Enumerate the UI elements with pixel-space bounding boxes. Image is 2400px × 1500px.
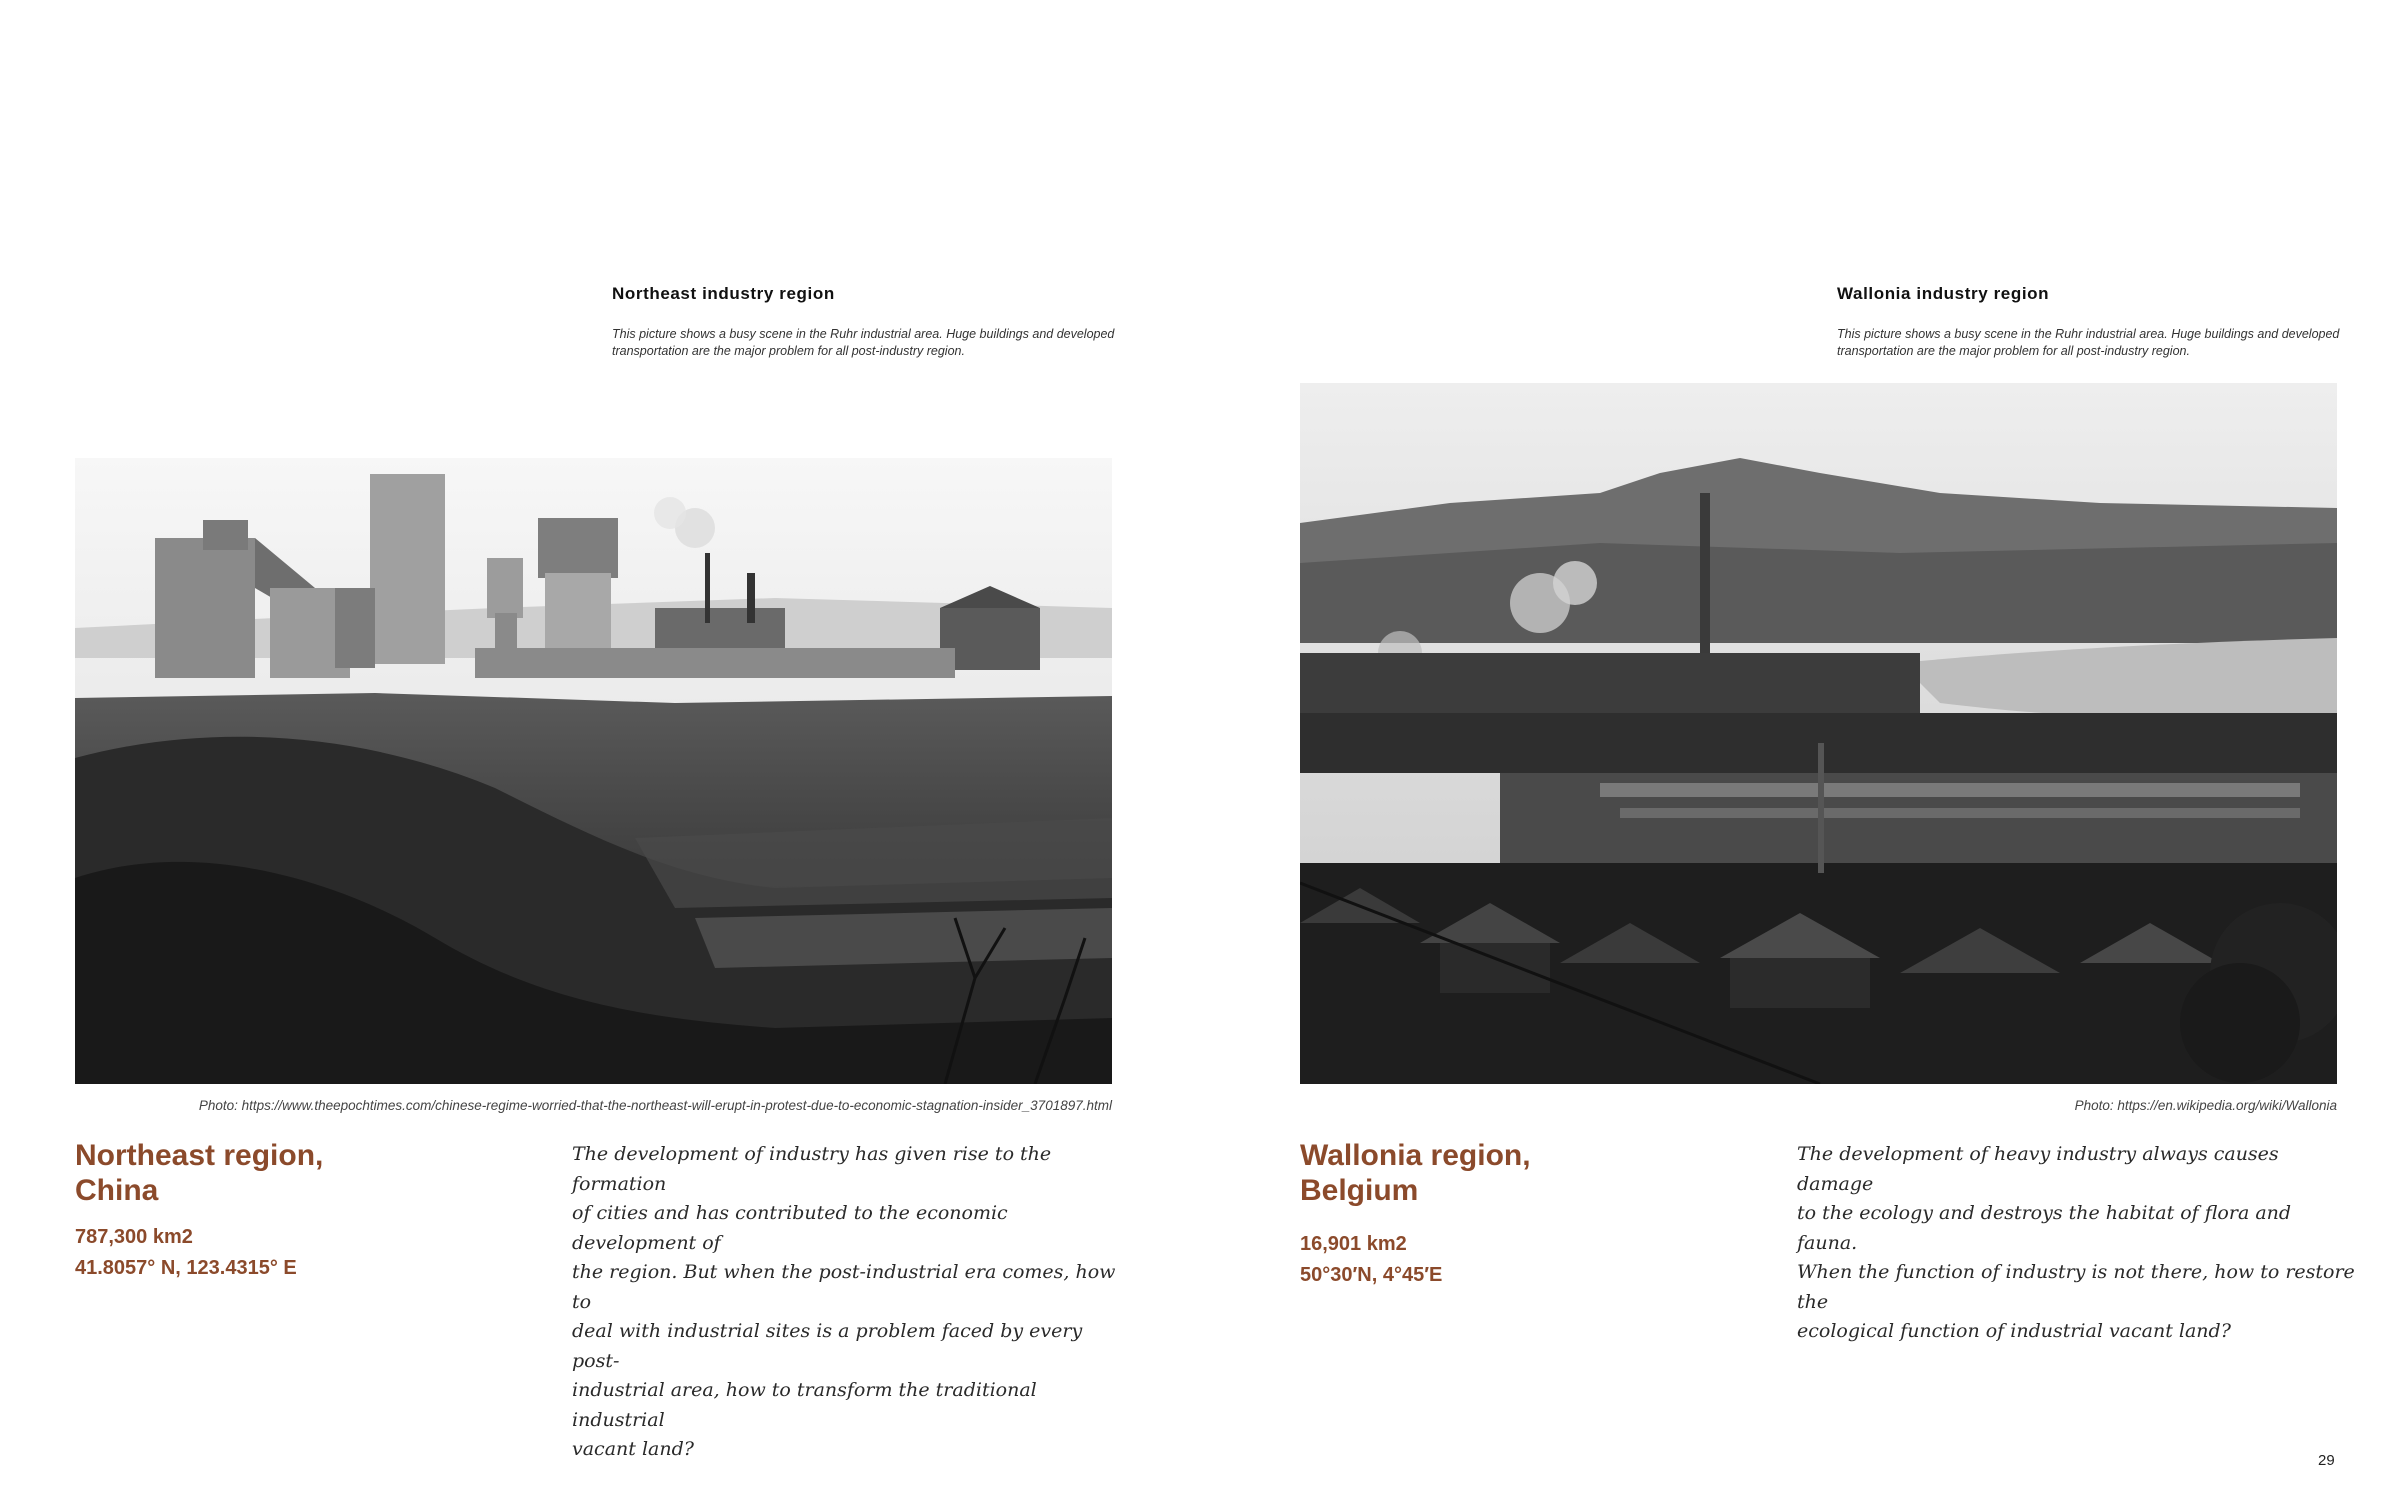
right-region-block <box>1300 1138 1720 1291</box>
left-region-name-line: Northeast region, <box>75 1139 324 1172</box>
northeast-industry-photo <box>75 458 1112 1084</box>
right-body-text <box>1797 1140 2357 1347</box>
right-region-area: 16,901 km2 <box>1300 1233 1407 1255</box>
left-body-line: of cities and has contributed to the economic development of <box>572 1202 1008 1254</box>
left-region-block <box>75 1138 495 1284</box>
left-section-header <box>612 284 1132 360</box>
right-section-desc <box>1837 326 2357 360</box>
northeast-photo-illustration <box>75 458 1112 1084</box>
right-section-desc-line: This picture shows a busy scene in the Ruhr industrial area. Huge buildings and developed <box>1837 327 2340 341</box>
right-body-line: When the function of industry is not there, how to restore the <box>1797 1261 2355 1313</box>
right-section-desc-line: transportation are the major problem for all post-industry region. <box>1837 344 2190 358</box>
left-body-line: vacant land? <box>572 1438 694 1460</box>
left-section-desc <box>612 326 1132 360</box>
left-region-name <box>75 1138 495 1208</box>
wallonia-industry-photo <box>1300 383 2337 1084</box>
right-region-name-line: Wallonia region, <box>1300 1139 1531 1172</box>
right-body-line: ecological function of industrial vacant land? <box>1797 1320 2231 1342</box>
left-body-text <box>572 1140 1132 1465</box>
left-body-paragraph <box>572 1140 1132 1465</box>
right-photo-credit: Photo: https://en.wikipedia.org/wiki/Wallonia <box>2074 1098 2337 1113</box>
page-number: 29 <box>2318 1452 2335 1469</box>
right-body-line: to the ecology and destroys the habitat of flora and fauna. <box>1797 1202 2292 1254</box>
right-body-line: The development of heavy industry always causes damage <box>1797 1143 2279 1195</box>
right-section-title: Wallonia industry region <box>1837 284 2050 303</box>
left-region-coordinates: 41.8057° N, 123.4315° E <box>75 1257 297 1279</box>
left-section-desc-line: transportation are the major problem for all post-industry region. <box>612 344 965 358</box>
right-region-coordinates: 50°30′N, 4°45′E <box>1300 1264 1443 1286</box>
right-region-name <box>1300 1138 1720 1208</box>
left-body-line: the region. But when the post-industrial era comes, how to <box>572 1261 1116 1313</box>
right-body-paragraph <box>1797 1140 2357 1347</box>
left-section-title: Northeast industry region <box>612 284 835 303</box>
left-photo-credit: Photo: https://www.theepochtimes.com/chinese-regime-worried-that-the-northeast-will-erupt-in-protest-due-to-economic-stagnation-insider_3701897.html <box>198 1098 1112 1113</box>
left-region-name-line: China <box>75 1174 159 1207</box>
left-body-line: industrial area, how to transform the traditional industrial <box>572 1379 1037 1431</box>
left-body-line: The development of industry has given rise to the formation <box>572 1143 1052 1195</box>
right-region-name-line: Belgium <box>1300 1174 1419 1207</box>
left-section-desc-line: This picture shows a busy scene in the Ruhr industrial area. Huge buildings and developed <box>612 327 1115 341</box>
left-body-line: deal with industrial sites is a problem faced by every post- <box>572 1320 1083 1372</box>
right-section-header <box>1837 284 2357 360</box>
wallonia-photo-illustration <box>1300 383 2337 1084</box>
left-region-area: 787,300 km2 <box>75 1226 193 1248</box>
